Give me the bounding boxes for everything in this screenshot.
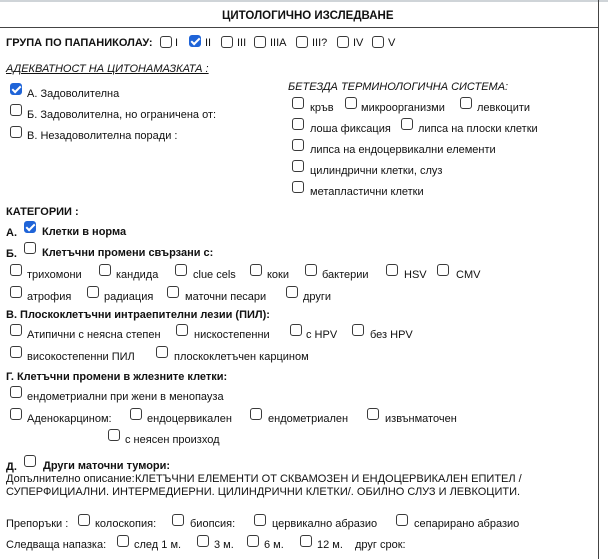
atypical-checkbox[interactable]	[10, 324, 22, 336]
endometrial-meno-label: ендометриални при жени в менопауза	[27, 391, 224, 403]
atrophy-checkbox[interactable]	[10, 286, 22, 298]
other-changes-checkbox[interactable]	[286, 286, 298, 298]
hsv-label: HSV	[404, 269, 427, 281]
pap-checkbox-iv[interactable]	[337, 36, 349, 48]
adequacy-heading: АДЕКВАТНОСТ НА ЦИТОНАМАЗКАТА :	[6, 63, 209, 75]
next-12m-label: 12 м.	[317, 539, 343, 551]
candida-checkbox[interactable]	[99, 264, 111, 276]
description-line1: КЛЕТЪЧНИ ЕЛЕМЕНТИ ОТ СКВАМОЗЕН И ЕНДОЦЕРВИКАЛЕН ЕПИТЕЛ /	[135, 473, 522, 485]
category-g-label: Г. Клетъчни промени в жлезните клетки:	[6, 371, 228, 383]
cmv-checkbox[interactable]	[437, 264, 449, 276]
endometrial-checkbox[interactable]	[250, 408, 262, 420]
radiation-label: радиация	[104, 291, 154, 303]
category-d-label: Други маточни тумори:	[43, 460, 171, 472]
endocervical-checkbox[interactable]	[130, 408, 142, 420]
bethesda-no-squamous-checkbox[interactable]	[401, 118, 413, 130]
recommendations-label: Препоръки :	[6, 518, 69, 530]
cocci-label: коки	[267, 269, 290, 281]
low-grade-label: нискостепенни	[194, 329, 270, 341]
cmv-label: CMV	[456, 269, 481, 281]
with-hpv-label: с HPV	[306, 329, 338, 341]
high-grade-label: високостепенни ПИЛ	[27, 351, 135, 363]
adequacy-c-checkbox[interactable]	[10, 126, 22, 138]
adenocarcinoma-label: Аденокарцином:	[27, 413, 112, 425]
category-a-letter: А.	[6, 227, 17, 239]
squamous-ca-checkbox[interactable]	[156, 346, 168, 358]
bethesda-heading: БЕТЕЗДА ТЕРМИНОЛОГИЧНА СИСТЕМА:	[288, 81, 509, 93]
description-line2: СУПЕРФИЦИАЛНИ. ИНТЕРМЕДИЕРНИ. ЦИЛИНДРИЧНИ КЛЕТКИ/. ОБИЛНО СЛУЗ И ЛЕВКОЦИТИ.	[6, 486, 521, 498]
atypical-label: Атипични с неясна степен	[27, 329, 161, 341]
bacteria-label: бактерии	[322, 269, 369, 281]
description-label: Допълнително описание:	[6, 473, 135, 485]
candida-label: кандида	[116, 269, 159, 281]
pessary-checkbox[interactable]	[167, 286, 179, 298]
category-d-letter: Д.	[6, 461, 17, 473]
squamous-ca-label: плоскоклетъчен карцином	[174, 351, 309, 363]
bethesda-cylindrical-label: цилиндрични клетки, слуз	[310, 165, 443, 177]
endometrial-label: ендометриален	[268, 413, 349, 425]
without-hpv-checkbox[interactable]	[352, 324, 364, 336]
bethesda-fixation-label: лоша фиксация	[310, 123, 391, 135]
extrauterine-checkbox[interactable]	[367, 408, 379, 420]
next-check-label: Следваща напазка:	[6, 539, 107, 551]
pap-group-label: ГРУПА ПО ПАПАНИКОЛАУ:	[6, 37, 153, 49]
hsv-checkbox[interactable]	[386, 264, 398, 276]
unclear-origin-label: с неясен произход	[125, 434, 220, 446]
pap-checkbox-ii[interactable]	[189, 35, 201, 47]
next-6m-checkbox[interactable]	[247, 535, 259, 547]
bethesda-no-squamous-label: липса на плоски клетки	[418, 123, 538, 135]
category-a-label: Клетки в норма	[42, 226, 127, 238]
separate-abrasion-label: сепарирано абразио	[414, 518, 520, 530]
next-3m-label: 3 м.	[214, 539, 234, 551]
next-other-label: друг срок:	[355, 539, 406, 551]
pap-option-ii: II	[205, 37, 212, 49]
category-b-checkbox[interactable]	[24, 242, 36, 254]
category-b-label: Клетъчни промени свързани с:	[42, 247, 214, 259]
bacteria-checkbox[interactable]	[305, 264, 317, 276]
atrophy-label: атрофия	[27, 291, 72, 303]
pap-option-v: V	[388, 37, 396, 49]
pap-checkbox-iiia[interactable]	[254, 36, 266, 48]
right-border	[598, 0, 599, 559]
category-b-letter: Б.	[6, 248, 17, 260]
colposcopy-checkbox[interactable]	[78, 514, 90, 526]
cervical-abrasion-label: цервикално абразио	[272, 518, 378, 530]
trichomonas-checkbox[interactable]	[10, 264, 22, 276]
pap-option-iv: IV	[353, 37, 364, 49]
high-grade-checkbox[interactable]	[10, 346, 22, 358]
categories-heading: КАТЕГОРИИ :	[6, 206, 79, 218]
trichomonas-label: трихомони	[27, 269, 82, 281]
clue-cells-checkbox[interactable]	[175, 264, 187, 276]
bethesda-blood-label: кръв	[310, 102, 334, 114]
adequacy-a-label: А. Задоволителна	[27, 88, 120, 100]
cocci-checkbox[interactable]	[250, 264, 262, 276]
biopsy-checkbox[interactable]	[172, 514, 184, 526]
endocervical-label: ендоцервикален	[147, 413, 232, 425]
pessary-label: маточни песари	[185, 291, 267, 303]
bethesda-cylindrical-checkbox[interactable]	[292, 160, 304, 172]
adequacy-b-label: Б. Задоволителна, но ограничена от:	[27, 109, 217, 121]
next-1m-label: след 1 м.	[134, 539, 182, 551]
with-hpv-checkbox[interactable]	[290, 324, 302, 336]
top-divider	[0, 0, 608, 2]
other-changes-label: други	[303, 291, 332, 303]
pap-checkbox-iii-q[interactable]	[296, 36, 308, 48]
category-a-checkbox[interactable]	[24, 221, 36, 233]
bethesda-microorganisms-label: микроорганизми	[361, 102, 445, 114]
bethesda-microorganisms-checkbox[interactable]	[345, 97, 357, 109]
title-divider	[0, 27, 598, 28]
next-1m-checkbox[interactable]	[117, 535, 129, 547]
pap-checkbox-v[interactable]	[372, 36, 384, 48]
category-d-checkbox[interactable]	[24, 455, 36, 467]
category-v-label: В. Плоскоклетъчни интраепителни лезии (ПИЛ):	[6, 309, 270, 321]
bethesda-leukocytes-checkbox[interactable]	[460, 97, 472, 109]
adequacy-a-checkbox[interactable]	[10, 83, 22, 95]
clue-cells-label: clue cels	[193, 269, 236, 281]
without-hpv-label: без HPV	[370, 329, 413, 341]
pap-option-i: I	[175, 37, 179, 49]
next-3m-checkbox[interactable]	[197, 535, 209, 547]
bethesda-no-endocervical-checkbox[interactable]	[292, 139, 304, 151]
next-12m-checkbox[interactable]	[300, 535, 312, 547]
bethesda-leukocytes-label: левкоцити	[477, 102, 531, 114]
form-title: ЦИТОЛОГИЧНО ИЗСЛЕДВАНЕ	[222, 10, 394, 22]
biopsy-label: биопсия:	[190, 518, 236, 530]
cervical-abrasion-checkbox[interactable]	[254, 514, 266, 526]
pap-checkbox-iii[interactable]	[221, 36, 233, 48]
bethesda-fixation-checkbox[interactable]	[292, 118, 304, 130]
bethesda-metaplastic-checkbox[interactable]	[292, 181, 304, 193]
bethesda-metaplastic-label: метапластични клетки	[310, 186, 424, 198]
endometrial-meno-checkbox[interactable]	[10, 386, 22, 398]
low-grade-checkbox[interactable]	[176, 324, 188, 336]
pap-checkbox-i[interactable]	[160, 36, 172, 48]
pap-option-iii-q: III?	[312, 37, 328, 49]
adequacy-c-label: В. Незадоволителна поради :	[27, 130, 178, 142]
unclear-origin-checkbox[interactable]	[108, 429, 120, 441]
next-6m-label: 6 м.	[264, 539, 284, 551]
extrauterine-label: извънматочен	[385, 413, 457, 425]
bethesda-blood-checkbox[interactable]	[292, 97, 304, 109]
pap-option-iii: III	[237, 37, 247, 49]
adequacy-b-checkbox[interactable]	[10, 104, 22, 116]
separate-abrasion-checkbox[interactable]	[396, 514, 408, 526]
colposcopy-label: колоскопия:	[95, 518, 157, 530]
pap-option-iiia: IIIA	[270, 37, 287, 49]
radiation-checkbox[interactable]	[87, 286, 99, 298]
adenocarcinoma-checkbox[interactable]	[10, 408, 22, 420]
bethesda-no-endocervical-label: липса на ендоцервикални елементи	[310, 144, 496, 156]
